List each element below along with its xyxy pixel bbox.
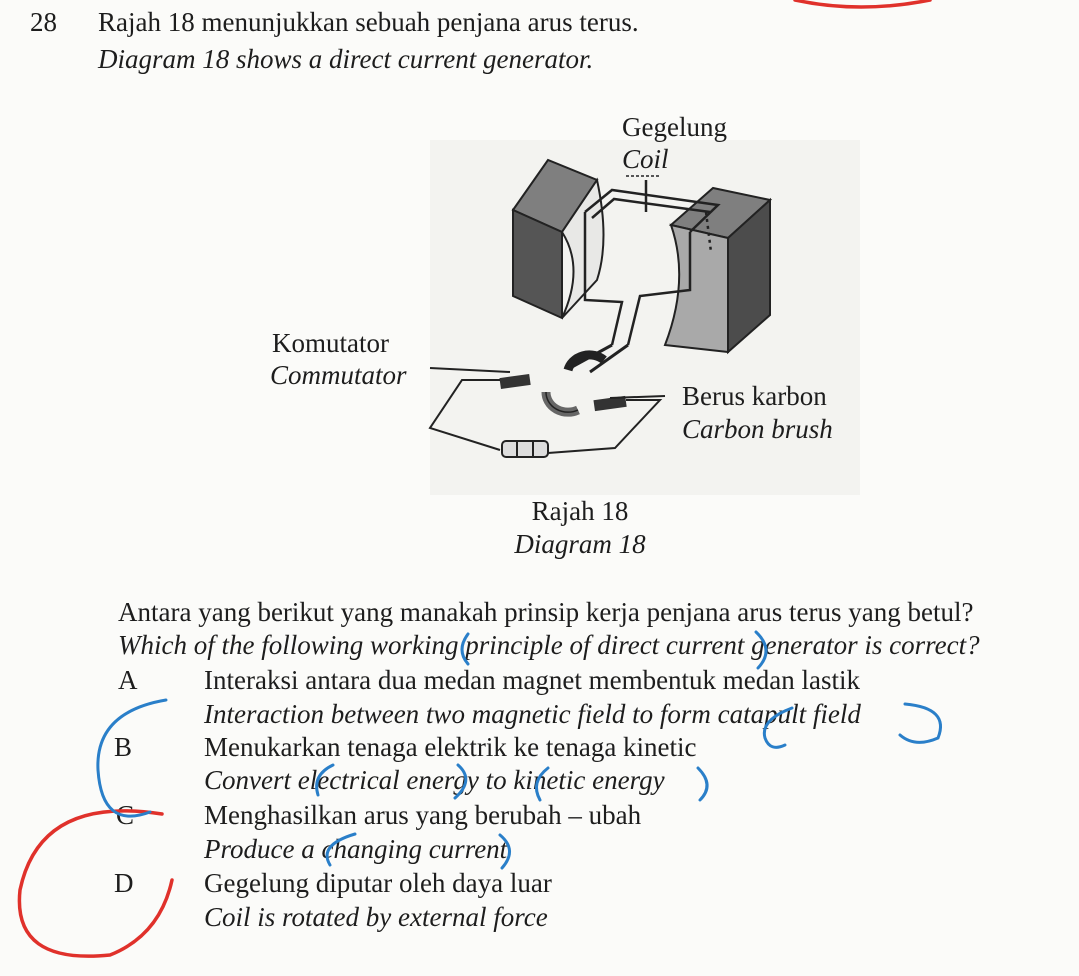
label-brush-en: Carbon brush: [682, 414, 833, 444]
option-letter: B: [114, 732, 133, 762]
option-text-en: Produce a changing current: [204, 834, 508, 864]
caption-ms: Rajah 18: [531, 496, 629, 526]
label-commutator-en: Commutator: [270, 360, 407, 390]
label-brush-ms: Berus karbon: [682, 381, 827, 411]
option-text-en: Coil is rotated by external force: [204, 902, 548, 932]
prompt-ms: Antara yang berikut yang manakah prinsip kerja penjana arus terus yang betul?: [118, 597, 974, 627]
label-coil-en: Coil: [622, 144, 669, 174]
question-title-ms: Rajah 18 menunjukkan sebuah penjana arus terus.: [98, 7, 639, 37]
option-text-ms: Gegelung diputar oleh daya luar: [204, 868, 552, 898]
label-commutator-ms: Komutator: [272, 328, 389, 358]
prompt-en: Which of the following working principle of direct current generator is correct?: [118, 630, 980, 660]
option-text-en: Convert electrical energy to kinetic energy: [204, 765, 665, 795]
option-letter: D: [114, 868, 134, 898]
question-title-en: Diagram 18 shows a direct current generator.: [98, 44, 594, 74]
question-number: 28: [30, 7, 57, 37]
option-text-ms: Menghasilkan arus yang berubah – ubah: [204, 800, 642, 830]
option-letter: C: [116, 800, 135, 830]
option-text-en: Interaction between two magnetic field to form catapult field: [204, 699, 861, 729]
caption-en: Diagram 18: [514, 529, 646, 559]
resistor: [502, 441, 548, 457]
label-coil-ms: Gegelung: [622, 112, 727, 142]
option-text-ms: Interaksi antara dua medan magnet membentuk medan lastik: [204, 665, 861, 695]
option-text-ms: Menukarkan tenaga elektrik ke tenaga kinetic: [204, 732, 697, 762]
option-letter: A: [118, 665, 138, 695]
